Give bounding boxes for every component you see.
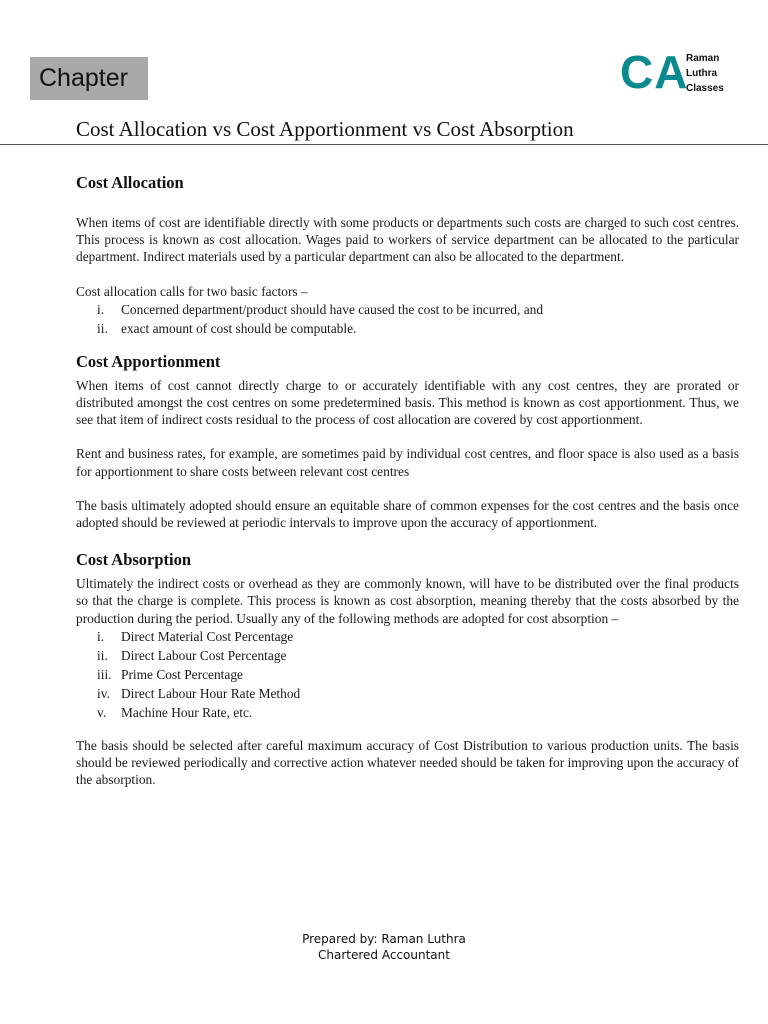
- apportionment-paragraph-1: When items of cost cannot directly charge to or accurately identifiable with any cost centres, they are prorated or distributed amongst the cost centres on some predetermined basis. This method is known as cost apportionment. Thus, we see that item of indirect costs residual to the process of cost allocation are covered by cost apportionment.: [76, 377, 739, 428]
- allocation-paragraph-1: When items of cost are identifiable directly with some products or departments such costs are charged to such cost centres. This process is known as cost allocation. Wages paid to workers of service department can be allocated to the particular department. Indirect materials used by a particular department can also be allocated to the department.: [76, 215, 739, 265]
- footer: [0, 931, 768, 963]
- apportionment-paragraph-2: Rent and business rates, for example, are sometimes paid by individual cost centres, and floor space is also used as a basis for apportionment to share costs between relevant cost centres: [76, 446, 739, 479]
- list-item: ii. exact amount of cost should be computable.: [97, 320, 357, 336]
- ca-logo: [620, 48, 750, 98]
- apportionment-paragraph-3: The basis ultimately adopted should ensure an equitable share of common expenses for the cost centres and the basis once adopted should be reviewed at periodic intervals to improve upon the accuracy of apportionment.: [76, 497, 739, 531]
- logo-line-1: Raman: [686, 53, 720, 64]
- logo-text: [686, 51, 724, 96]
- list-item: v. Machine Hour Rate, etc.: [97, 704, 253, 720]
- logo-line-2: Luthra: [686, 68, 718, 79]
- heading-cost-absorption: Cost Absorption: [76, 550, 192, 570]
- list-item: i. Direct Material Cost Percentage: [97, 628, 294, 644]
- heading-cost-allocation: Cost Allocation: [76, 173, 184, 192]
- page-title: Cost Allocation vs Cost Apportionment vs Cost Absorption: [76, 117, 574, 141]
- logo-line-3: Classes: [686, 83, 724, 94]
- logo-mark: CA: [620, 46, 689, 98]
- heading-cost-apportionment: Cost Apportionment: [76, 351, 221, 371]
- list-item: i. Concerned department/product should have caused the cost to be incurred, and: [97, 301, 544, 317]
- absorption-paragraph-1: Ultimately the indirect costs or overhead as they are commonly known, will have to be distributed over the final products so that the charge is complete. This process is known as cost absorption, meaning thereby that the costs absorbed by the production during the period. Usually any of the following methods are adopted for cost absorption –: [76, 576, 739, 626]
- footer-designation: Chartered Accountant: [318, 948, 450, 962]
- absorption-paragraph-2: The basis should be selected after careful maximum accuracy of Cost Distribution to various production units. The basis should be reviewed periodically and corrective action whatever needed should be taken for improving upon the accuracy of the absorption.: [76, 737, 739, 788]
- allocation-paragraph-2: Cost allocation calls for two basic factors –: [76, 283, 308, 299]
- chapter-label: Chapter: [30, 57, 148, 100]
- title-divider: [0, 144, 768, 145]
- allocation-factors-list: [76, 300, 739, 338]
- list-item: ii. Direct Labour Cost Percentage: [97, 647, 287, 663]
- document-body: [76, 172, 739, 788]
- list-item: iv. Direct Labour Hour Rate Method: [97, 685, 301, 701]
- footer-author: Prepared by: Raman Luthra: [302, 932, 466, 946]
- list-item: iii. Prime Cost Percentage: [97, 666, 243, 682]
- absorption-methods-list: [76, 627, 739, 722]
